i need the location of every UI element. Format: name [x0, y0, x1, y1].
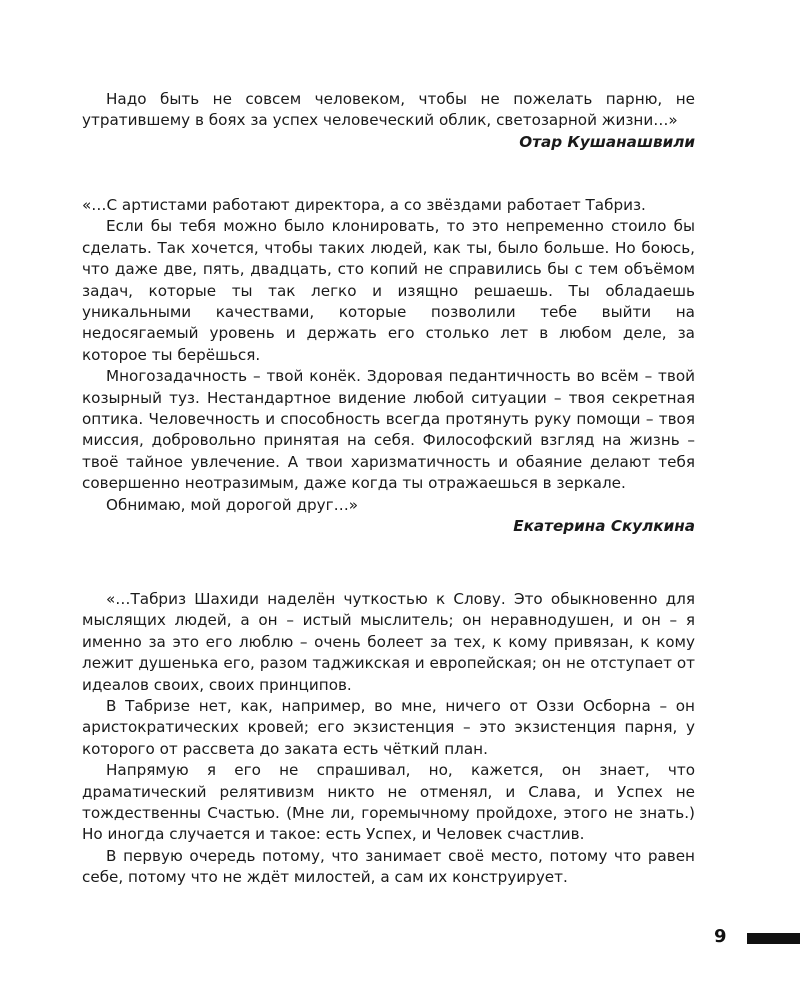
quote-block-1: [82, 89, 695, 153]
paragraph: В Табризе нет, как, например, во мне, ничего от Оззи Осборна – он аристократических кровей; его экзистенция – это экзистенция парня, у которого от рассвета до заката есть чёткий план.: [82, 697, 695, 758]
author-signature: Екатерина Скулкина: [513, 517, 695, 536]
paragraph: «…Табриз Шахиди наделён чуткостью к Слову. Это обыкновенно для мыслящих людей, а он – истый мыслитель; он неравнодушен, и он – я именно за это его люблю – очень болеет за тех, к кому привязан, к кому лежит душенька его, разом таджикская и европейская; он не отступает от идеалов своих, своих принципов.: [82, 590, 695, 694]
page-number: 9: [714, 926, 727, 947]
paragraph: Если бы тебя можно было клонировать, то это непременно стоило бы сделать. Так хочется, чтобы таких людей, как ты, было больше. Но боюсь, что даже две, пять, двадцать, сто копий не справились бы с тем объёмом задач, которые ты так легко и изящно решаешь. Ты обладаешь уникальными качествами, которые позволили тебе выйти на недосягаемый уровень и держать его столько лет в любом деле, за которое ты берёшься.: [82, 217, 695, 364]
paragraph: Многозадачность – твой конёк. Здоровая педантичность во всём – твой козырный туз. Нестандартное видение любой ситуации – твоя секретная оптика. Человечность и способность всегда протянуть руку помощи – твоя миссия, добровольно принятая на себя. Философский взгляд на жизнь – твоё тайное увлечение. А твои харизматичность и обаяние делают тебя совершенно неотразимым, даже когда ты отражаешься в зеркале.: [82, 367, 695, 493]
page-marker-bar: [747, 933, 800, 944]
author-signature: Отар Кушанашвили: [519, 132, 695, 151]
paragraph: Обнимаю, мой дорогой друг…»: [106, 495, 359, 514]
quote-block-2: [82, 195, 695, 538]
quote-block-3: [82, 589, 695, 889]
paragraph: Надо быть не совсем человеком, чтобы не пожелать парню, не утратившему в боях за успех человеческий облик, светозарной жизни…»: [82, 90, 695, 130]
paragraph: Напрямую я его не спрашивал, но, кажется, он знает, что драматический релятивизм никто не отменял, и Слава, и Успех не тождественны Счастью. (Мне ли, горемычному пройдохе, этого не знать.) Но иногда случается и такое: есть Успех, и Человек счастлив.: [82, 761, 695, 844]
paragraph: В первую очередь потому, что занимает своё место, потому что равен себе, потому что не ждёт милостей, а сам их конструирует.: [82, 846, 695, 887]
paragraph: «…С артистами работают директора, а со звёздами работает Табриз.: [82, 196, 646, 214]
